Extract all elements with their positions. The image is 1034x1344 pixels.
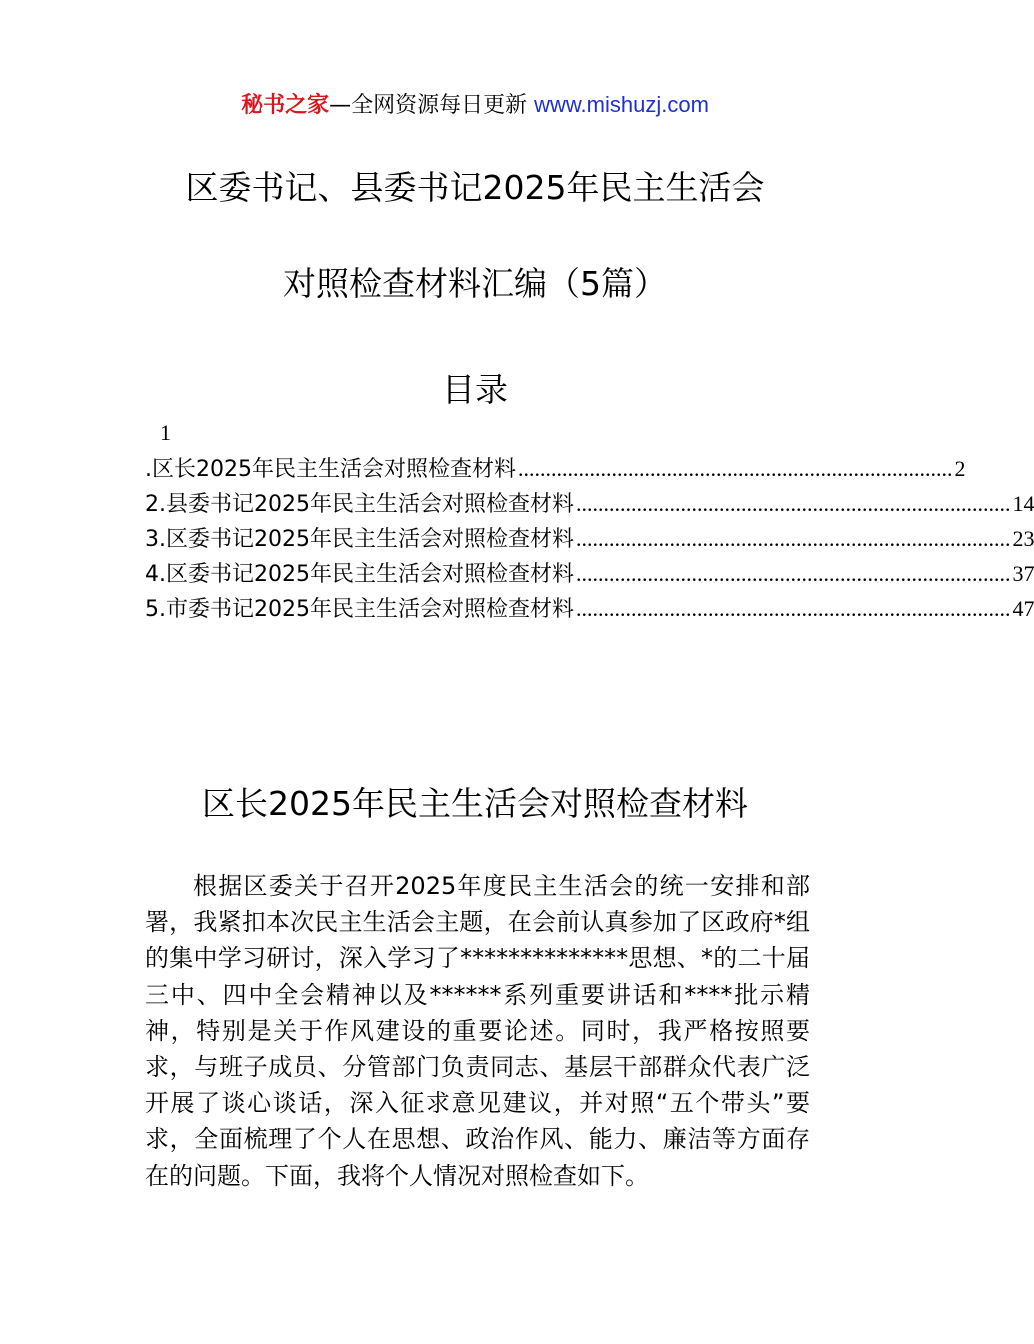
toc-item[interactable] <box>145 557 1034 591</box>
toc-heading: 目录 <box>442 370 508 409</box>
toc-item-label: 5.市委书记2025年民主生活会对照检查材料 <box>145 597 574 622</box>
document-title-line-2: 对照检查材料汇编（5篇） <box>283 264 667 303</box>
header-tagline: —全网资源每日更新 <box>329 93 535 118</box>
toc-item-page: 47 <box>1012 596 1034 621</box>
toc-item[interactable] <box>145 592 1034 626</box>
site-header <box>0 88 950 123</box>
toc-item-label: .区长2025年民主生活会对照检查材料 <box>145 457 516 482</box>
toc-item-page: 23 <box>1012 526 1034 551</box>
toc-item-page: 2 <box>954 456 966 481</box>
brand-name: 秘书之家 <box>241 93 330 118</box>
toc-leader-dots: ............................................................................... <box>575 596 1011 621</box>
toc-first-number: 1 <box>160 420 171 445</box>
toc-leader-dots: ............................................................................... <box>575 561 1011 586</box>
toc-item[interactable] <box>145 452 966 486</box>
toc-item-page: 14 <box>1012 491 1034 516</box>
toc-item[interactable] <box>145 487 1034 521</box>
toc-leader-dots: ............................................................................... <box>575 491 1011 516</box>
toc-leader-dots: ............................................................................... <box>575 526 1011 551</box>
document-title-line-1: 区委书记、县委书记2025年民主生活会 <box>185 168 765 207</box>
toc-item[interactable] <box>145 522 1034 556</box>
section-title: 区长2025年民主生活会对照检查材料 <box>202 784 748 823</box>
toc-item-label: 2.县委书记2025年民主生活会对照检查材料 <box>145 492 574 517</box>
toc-item-page: 37 <box>1012 561 1034 586</box>
site-url-link[interactable]: www.mishuzj.com <box>534 92 709 117</box>
toc-item-label: 4.区委书记2025年民主生活会对照检查材料 <box>145 562 574 587</box>
body-paragraph: 根据区委关于召开2025年度民主生活会的统一安排和部署，我紧扣本次民主生活会主题，在会前认真参加了区政府*组的集中学习研讨，深入学习了**************思想、*的二十届三中、四中全会精神以及******系列重要讲话和****批示精神，特别是关于作风建设的重要论述。同时，我严格按照要求，与班子成员、分管部门负责同志、基层干部群众代表广泛开展了谈心谈话，深入征求意见建议，并对照“五个带头”要求，全面梳理了个人在思想、政治作风、能力、廉洁等方面存在的问题。下面，我将个人情况对照检查如下。 <box>145 872 810 1190</box>
toc-item-label: 3.区委书记2025年民主生活会对照检查材料 <box>145 527 574 552</box>
toc-leader-dots: ............................................................................... <box>517 456 953 481</box>
